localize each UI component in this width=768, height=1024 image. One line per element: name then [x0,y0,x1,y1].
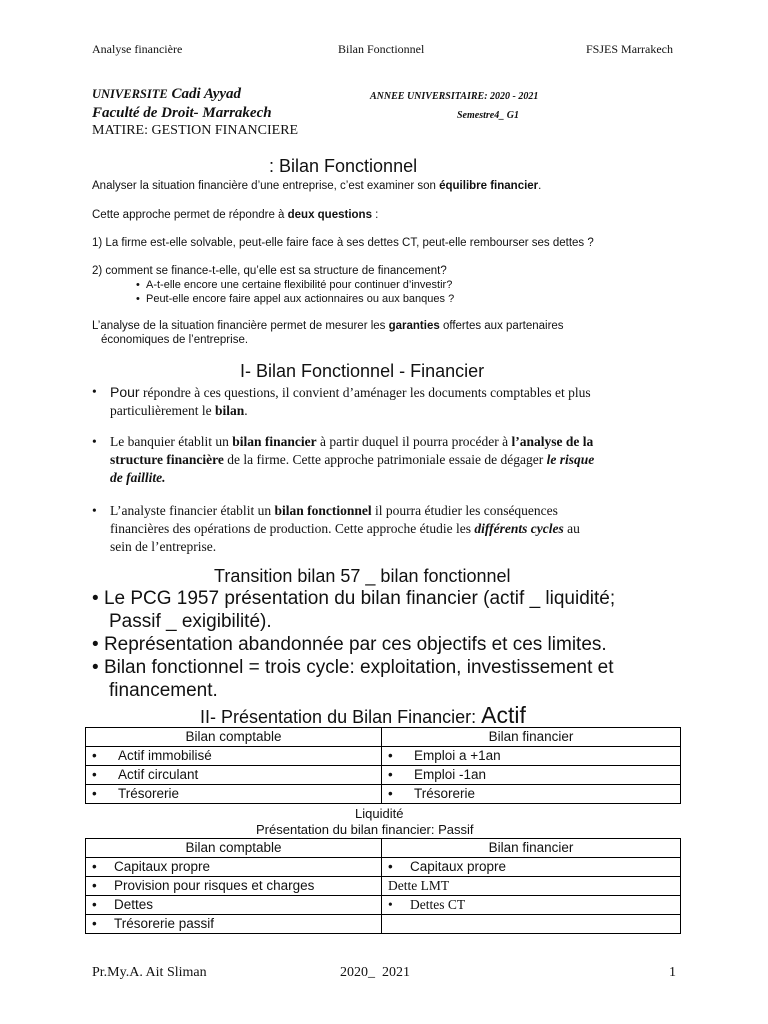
table-cell: • Trésorerie [86,785,382,804]
intro-paragraph-2: Cette approche permet de répondre à deux questions : [92,209,379,221]
footer-year: 2020_ 2021 [340,965,410,980]
table-header-cell: Bilan financier [382,728,681,747]
table-row [86,858,681,877]
table-header-cell: Bilan comptable [86,728,382,747]
table-cell: • Actif immobilisé [86,747,382,766]
university-prefix: UNIVERSITE [92,87,168,101]
passif-title: Présentation du bilan financier: Passif [256,822,474,837]
table-cell: • Capitaux propre [382,858,681,877]
header-left: Analyse financière [92,42,183,56]
transition-title: Transition bilan 57 _ bilan fonctionnel [214,566,511,586]
intro-paragraph-3: L’analyse de la situation financière permet de mesurer les garanties offertes aux partenaires [92,320,564,332]
table-cell: • Trésorerie passif [86,915,382,934]
academic-year: ANNEE UNIVERSITAIRE: 2020 - 2021 [370,91,539,102]
table-cell: Dette LMT [382,877,681,896]
table-actif [85,727,681,804]
transition-item-1-cont: Passif _ exigibilité). [109,611,272,632]
table-cell: • Provision pour risques et charges [86,877,382,896]
table-header-cell: Bilan comptable [86,839,382,858]
section-2-title: II- Présentation du Bilan Financier: Actif [200,702,526,728]
footer-author: Pr.My.A. Ait Sliman [92,965,207,980]
section-1-title: I- Bilan Fonctionnel - Financier [240,361,485,381]
university-line [92,86,241,103]
question-2: 2) comment se finance-t-elle, qu’elle est sa structure de financement? [92,265,447,277]
table-cell [382,915,681,934]
table-passif [85,838,681,934]
transition-item-3-cont: financement. [109,680,218,701]
liquidite-label: Liquidité [355,806,404,821]
table-row [86,877,681,896]
transition-item-3: • Bilan fonctionnel = trois cycle: exploitation, investissement et [92,657,614,678]
page-title: : Bilan Fonctionnel [269,156,418,176]
university-name: Cadi Ayyad [171,86,242,102]
question-2-sub-1: • A-t-elle encore une certaine flexibilité pour continuer d’investir? [136,279,453,291]
table-cell: • Trésorerie [382,785,681,804]
table-cell: • Dettes CT [382,896,681,915]
intro-paragraph-3-cont: économiques de l’entreprise. [101,334,249,346]
section-1-bullet-2-marker: • [92,434,97,449]
semester: Semestre4_ G1 [457,110,519,121]
intro-paragraph-1: Analyser la situation financière d’une entreprise, c’est examiner son équilibre financier. [92,180,542,192]
table-passif-header-row [86,839,681,858]
transition-item-1: • Le PCG 1957 présentation du bilan financier (actif _ liquidité; [92,588,616,609]
transition-item-2: • Représentation abandonnée par ces objectifs et ces limites. [92,634,607,655]
table-header-cell: Bilan financier [382,839,681,858]
table-row [86,915,681,934]
transition-list [92,587,692,702]
header-center: Bilan Fonctionnel [338,42,425,56]
subject: MATIRE: GESTION FINANCIERE [92,123,299,138]
faculty-name: Faculté de Droit- Marrakech [92,105,272,121]
table-cell: • Emploi a +1an [382,747,681,766]
section-1-bullet-2: Le banquier établit un bilan financier à partir duquel il pourra procéder à l’analyse de la structure financière de la firme. Cette approche patrimoniale essaie de dégager le risque de faillite. [110,434,595,485]
question-1: 1) La firme est-elle solvable, peut-elle faire face à ses dettes CT, peut-elle rembourser ses dettes ? [92,237,594,249]
table-row [86,766,681,785]
header-right: FSJES Marrakech [586,42,673,56]
table-actif-header-row [86,728,681,747]
section-1-bullet-1: Pour répondre à ces questions, il convient d’aménager les documents comptables et plus particulièrement le bilan. [110,384,591,418]
question-2-sub-2: • Peut-elle encore faire appel aux actionnaires ou aux banques ? [136,293,455,305]
section-1-bullet-3: L’analyste financier établit un bilan fonctionnel il pourra étudier les conséquences financières des opérations de production. Cette approche étudie les différents cycles au sein de l’entreprise. [110,503,580,554]
table-cell: • Capitaux propre [86,858,382,877]
table-row [86,896,681,915]
table-cell: • Emploi -1an [382,766,681,785]
table-cell: • Dettes [86,896,382,915]
table-cell: • Actif circulant [86,766,382,785]
section-1-bullet-3-marker: • [92,503,97,518]
section-1-bullet-1-marker: • [92,384,97,399]
page-number: 1 [669,965,676,980]
table-row [86,747,681,766]
table-row [86,785,681,804]
